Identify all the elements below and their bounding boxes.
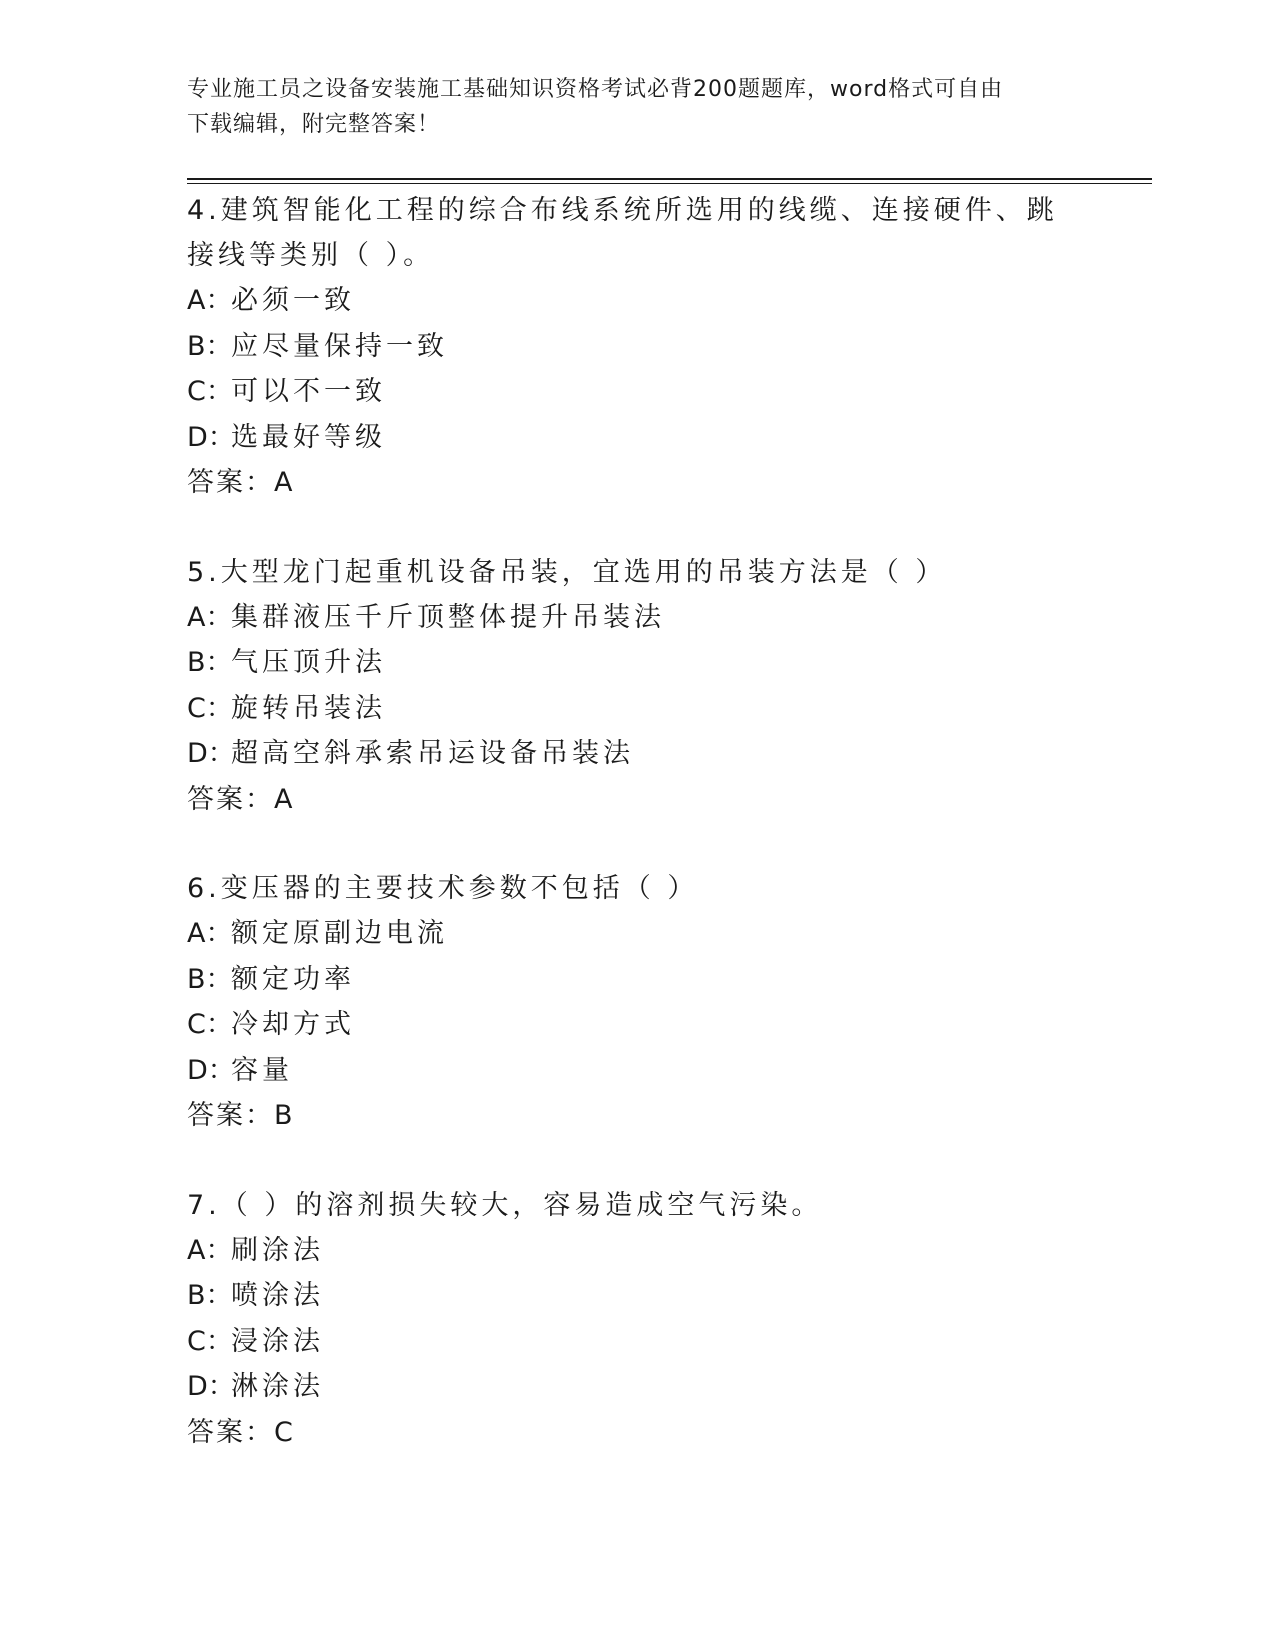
answer-line: 答案：B: [187, 1100, 295, 1131]
answer-line: 答案：A: [187, 467, 295, 498]
header-divider-thick: [187, 178, 1152, 180]
question-item: [187, 1183, 1147, 1456]
option-text: 刷涂法: [231, 1234, 324, 1266]
option-a: [187, 911, 1147, 957]
answer-line: 答案：C: [187, 1416, 295, 1448]
answer-line: 答案：A: [187, 783, 295, 815]
option-key: C：: [187, 376, 233, 407]
header-line-1: 专业施工员之设备安装施工基础知识资格考试必背200题题库，word格式可自由: [187, 77, 1004, 102]
option-key: C：: [187, 1009, 233, 1040]
question-text: 4.建筑智能化工程的综合布线系统所选用的线缆、连接硬件、跳接线等类别（ ）。: [187, 195, 1058, 271]
document-header: [187, 72, 1067, 142]
question-text: 7.（ ）的溶剂损失较大，容易造成空气污染。: [187, 1189, 823, 1221]
option-key: B：: [187, 330, 233, 362]
option-c: [187, 1319, 1147, 1365]
option-text: 集群液压千斤顶整体提升吊装法: [231, 601, 665, 633]
option-key: C：: [187, 692, 233, 724]
option-text: 应尽量保持一致: [231, 330, 448, 362]
option-text: 额定原副边电流: [231, 918, 448, 949]
option-b: [187, 957, 1147, 1003]
header-divider-thin: [187, 183, 1152, 184]
option-c: [187, 1002, 1147, 1048]
option-key: B：: [187, 963, 233, 995]
option-d: [187, 1048, 1147, 1094]
option-text: 选最好等级: [231, 421, 386, 453]
option-key: D：: [187, 738, 235, 769]
option-text: 必须一致: [231, 285, 355, 316]
question-item: [187, 866, 1147, 1139]
option-key: A：: [187, 601, 233, 633]
option-key: A：: [187, 918, 233, 949]
option-d: [187, 415, 1147, 461]
option-text: 旋转吊装法: [231, 692, 386, 724]
option-text: 容量: [231, 1054, 293, 1086]
option-c: [187, 686, 1147, 732]
option-key: A：: [187, 285, 233, 316]
option-key: D：: [187, 1054, 235, 1086]
option-key: D：: [187, 421, 235, 453]
option-text: 可以不一致: [231, 376, 386, 407]
option-text: 淋涂法: [231, 1371, 324, 1402]
option-key: C：: [187, 1325, 233, 1357]
option-text: 超高空斜承索吊运设备吊装法: [231, 738, 634, 769]
option-a: [187, 595, 1147, 641]
header-line-2: 下载编辑，附完整答案！: [187, 112, 441, 137]
option-d: [187, 731, 1147, 777]
question-text: 5.大型龙门起重机设备吊装，宜选用的吊装方法是（ ）: [187, 556, 947, 588]
option-key: B：: [187, 1280, 233, 1311]
option-text: 喷涂法: [231, 1280, 324, 1311]
option-b: [187, 324, 1147, 370]
option-text: 浸涂法: [231, 1325, 324, 1357]
option-key: D：: [187, 1371, 235, 1402]
option-a: [187, 1228, 1147, 1274]
option-c: [187, 369, 1147, 415]
question-item: [187, 550, 1147, 823]
question-list: [187, 188, 1147, 1499]
question-item: [187, 188, 1147, 506]
option-a: [187, 278, 1147, 324]
option-key: B：: [187, 647, 233, 678]
option-text: 冷却方式: [231, 1009, 355, 1040]
option-key: A：: [187, 1234, 233, 1266]
option-text: 额定功率: [231, 963, 355, 995]
option-text: 气压顶升法: [231, 647, 386, 678]
option-b: [187, 640, 1147, 686]
option-b: [187, 1273, 1147, 1319]
option-d: [187, 1364, 1147, 1410]
question-text: 6.变压器的主要技术参数不包括（ ）: [187, 873, 699, 904]
